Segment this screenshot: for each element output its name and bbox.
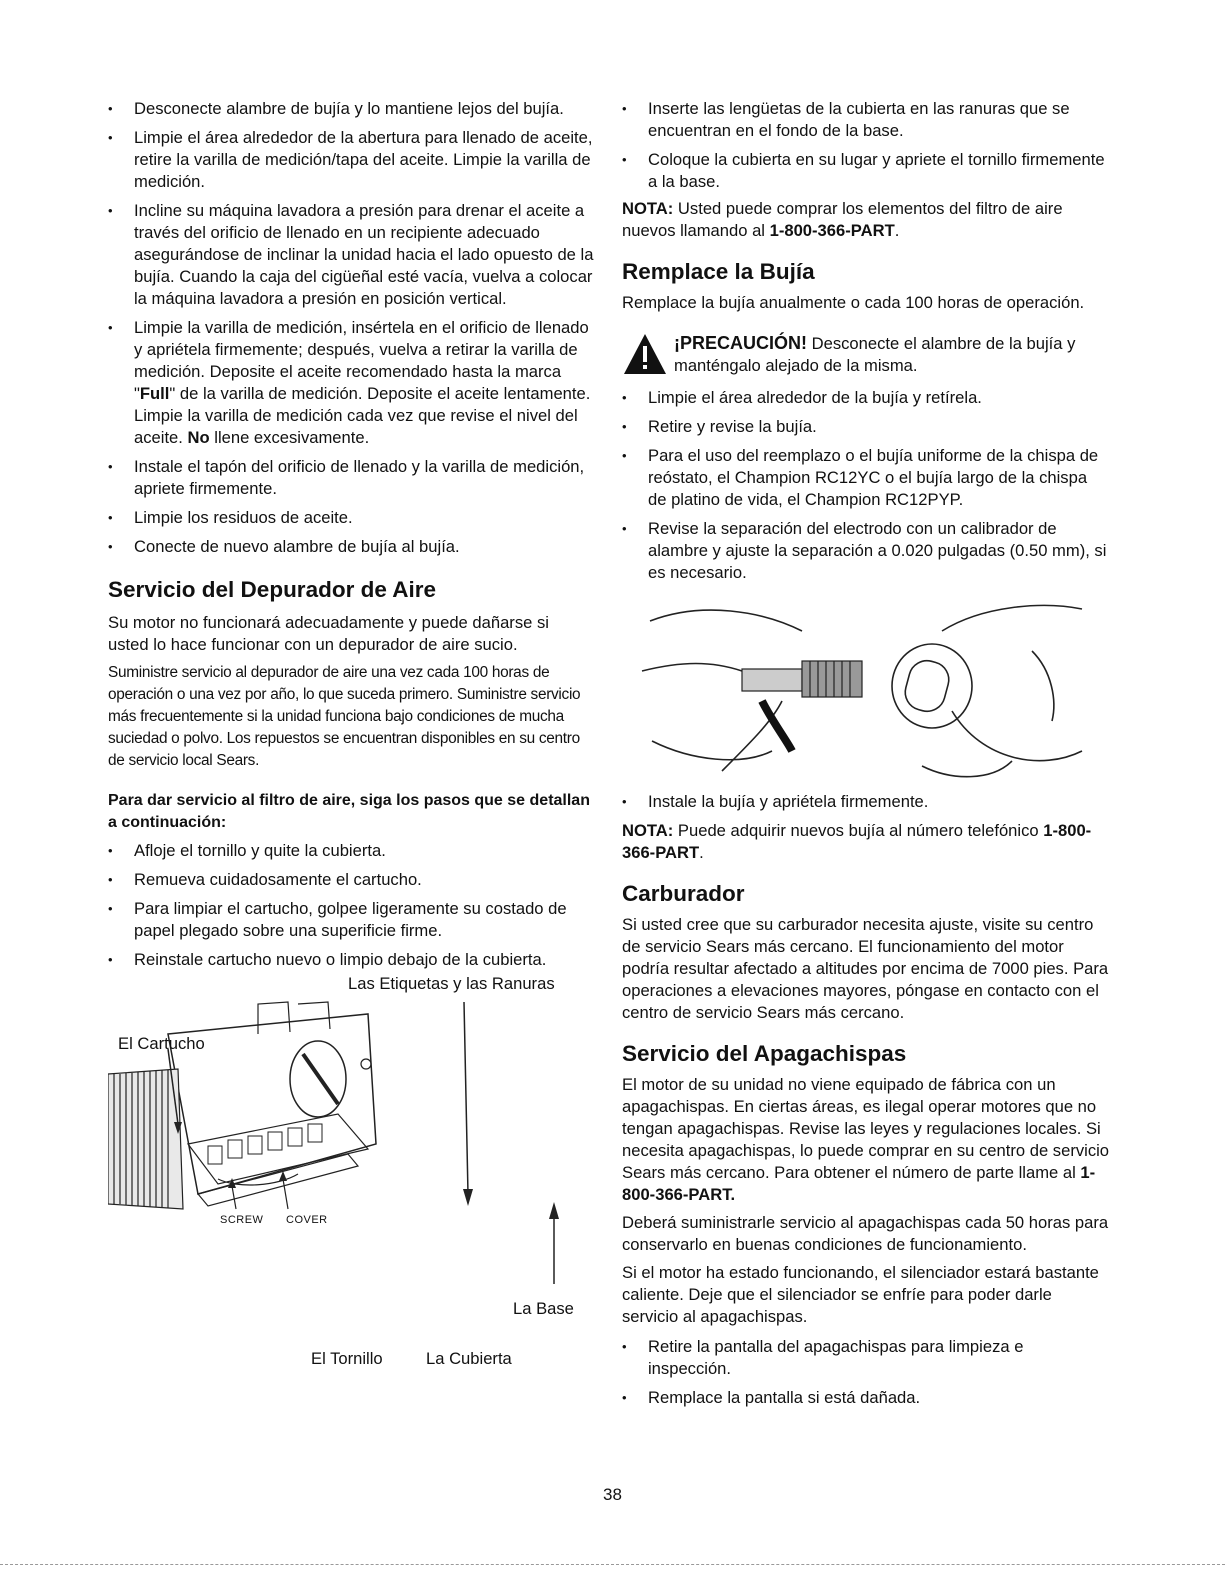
spark-plug-heading: Remplace la Bujía: [622, 259, 815, 284]
carburetor-heading: Carburador: [622, 881, 745, 906]
spark-plug-steps: [622, 387, 1110, 584]
list-item: • Inserte las lengüetas de la cubierta en las ranuras que se encuentran en el fondo de la base.: [622, 98, 1110, 142]
list-item: • Instale el tapón del orificio de llenado y la varilla de medición, apriete firmemente.: [108, 456, 594, 500]
cartridge-label: El Cartucho: [118, 1034, 205, 1053]
spark-arrester-text-1: [622, 1074, 1110, 1206]
list-item: • Afloje el tornillo y quite la cubierta.: [108, 840, 594, 862]
air-cleaner-figure: [108, 974, 594, 1394]
list-item: [108, 317, 594, 449]
text: " de la varilla de medición. Deposite el aceite lentamente. Limpie la varilla de medición cada vez que revise el nivel del aceite.: [134, 384, 591, 447]
list-item: • Remueva cuidadosamente el cartucho.: [108, 869, 594, 891]
air-cleaner-steps: [108, 840, 594, 971]
left-column: [108, 98, 594, 1394]
air-cleaner-service-text: Suministre servicio al depurador de aire una vez cada 100 horas de operación o una vez por año, lo que suceda primero. Suministre servicio más frecuentemente si la unidad funciona bajo condiciones de mucha suciedad o polvo. Los repuestos se encuentran disponibles en su centro de servicio local Sears.: [108, 664, 581, 769]
caution-text: [674, 332, 1110, 377]
no-emphasis: No: [187, 428, 210, 447]
list-item: • Coloque la cubierta en su lugar y apriete el tornillo firmemente a la base.: [622, 149, 1110, 193]
text: Puede adquirir nuevos bujía al número telefónico: [673, 821, 1044, 840]
list-item: • Retire la pantalla del apagachispas para limpieza e inspección.: [622, 1336, 1110, 1380]
air-cleaner-steps-heading: Para dar servicio al filtro de aire, siga los pasos que se detallan a continuación:: [108, 792, 590, 831]
phone-number: 1-800-366-PART: [622, 821, 1092, 862]
full-mark-text: Full: [139, 384, 170, 403]
note-label: NOTA:: [622, 821, 674, 840]
right-column: [622, 98, 1110, 1416]
text: El motor de su unidad no viene equipado de fábrica con un apagachispas. En ciertas áreas, es ilegal operar motores que no tengan apagachispas. Revise las leyes y regulaciones locales. Si necesita apagachispas, lo puede comprar en su centro de servicio Sears más cercano. Para obtener el número de parte llame al: [622, 1075, 1110, 1182]
list-item: • Limpie el área alrededor de la bujía y retírela.: [622, 387, 1110, 409]
list-item: • Para el uso del reemplazo o el bujía uniforme de la chispa de reóstato, el Champion RC12YC o el bujía largo de la chispa de platino de vida, el Champion RC12PYP.: [622, 445, 1110, 511]
screw-label: El Tornillo: [311, 1349, 383, 1368]
oil-change-steps: [108, 98, 594, 558]
list-item: • Revise la separación del electrodo con un calibrador de alambre y ajuste la separación a 0.020 pulgadas (0.50 mm), si es necesario.: [622, 518, 1110, 584]
spark-arrester-text-2: Deberá suministrarle servicio al apagachispas cada 50 horas para conservarlo en buenas condiciones de funcionamiento.: [622, 1213, 1109, 1254]
note-label: NOTA:: [622, 199, 674, 218]
tabs-slots-label: Las Etiquetas y las Ranuras: [348, 974, 555, 993]
page-number: 38: [603, 1485, 622, 1504]
list-item: • Incline su máquina lavadora a presión para drenar el aceite a través del orificio de llenado en un recipiente adecuado asegurándose de inclinar la unidad hacia el lado opuesto de la bujía. Cuando la caja del cigüeñal esté vacía, vuelva a colocar la máquina lavadora a presión en posición vertical.: [108, 200, 594, 310]
list-item: • Limpie el área alrededor de la abertura para llenado de aceite, retire la varilla de medición/tapa del aceite. Limpie la varilla de medición.: [108, 127, 594, 193]
text: .: [699, 843, 704, 862]
spark-plug-gap-figure: [622, 591, 1110, 791]
base-label: La Base: [513, 1299, 574, 1318]
list-item: • Instale la bujía y apriétela firmemente.: [622, 791, 1110, 813]
spark-arrester-heading: Servicio del Apagachispas: [622, 1041, 907, 1066]
note-spark-plug: [622, 820, 1110, 864]
spark-plug-intro: Remplace la bujía anualmente o cada 100 horas de operación.: [622, 293, 1085, 312]
text: Desconecte el alambre de la bujía y manténgalo alejado de la misma.: [674, 334, 1076, 375]
text: Usted puede comprar los elementos del filtro de aire nuevos llamando al: [622, 199, 1063, 240]
air-cleaner-heading: Servicio del Depurador de Aire: [108, 577, 437, 602]
cover-small-label: COVER: [286, 1214, 328, 1226]
warning-triangle-icon: [622, 332, 668, 376]
list-item: • Reinstale cartucho nuevo o limpio debajo de la cubierta.: [108, 949, 594, 971]
note-air-filter: [622, 198, 1110, 242]
text: .: [894, 221, 900, 240]
spark-plug-gap-illustration: [622, 591, 1110, 791]
carburetor-text: Si usted cree que su carburador necesita ajuste, visite su centro de servicio Sears más cercano. El funcionamiento del motor podría resultar afectado a altitudes por encima de 7000 pies. Para operaciones a elevaciones mayores, póngase en contacto con el centro de servicio Sears más cercano.: [622, 915, 1109, 1022]
caution-heading: ¡PRECAUCIÓN!: [674, 333, 807, 353]
footer-divider: [0, 1564, 1225, 1565]
list-item: • Remplace la pantalla si está dañada.: [622, 1387, 1110, 1409]
spark-arrester-steps: [622, 1336, 1110, 1409]
screw-small-label: SCREW: [220, 1214, 264, 1226]
spark-plug-install: [622, 791, 1110, 813]
phone-number: 1-800-366-PART.: [622, 1163, 1096, 1204]
text: llene excesivamente.: [209, 428, 370, 447]
list-item: • Para limpiar el cartucho, golpee ligeramente su costado de papel plegado sobre una superificie firme.: [108, 898, 594, 942]
air-cleaner-intro: Su motor no funcionará adecuadamente y puede dañarse si usted lo hace funcionar con un depurador de aire sucio.: [108, 613, 549, 654]
phone-number: 1-800-366-PART: [769, 221, 895, 240]
list-item: • Conecte de nuevo alambre de bujía al bujía.: [108, 536, 594, 558]
caution-block: [622, 332, 1110, 377]
list-item: • Limpie los residuos de aceite.: [108, 507, 594, 529]
list-item: • Desconecte alambre de bujía y lo mantiene lejos del bujía.: [108, 98, 594, 120]
cover-label: La Cubierta: [426, 1349, 512, 1368]
text: Limpie la varilla de medición, insértela en el orificio de llenado y apriétela firmemente; después, vuelva a retirar la varilla de medición. Deposite el aceite recomendado hasta la marca ": [134, 318, 589, 403]
list-item: • Retire y revise la bujía.: [622, 416, 1110, 438]
spark-arrester-text-3: Si el motor ha estado funcionando, el silenciador estará bastante caliente. Deje que el silenciador se enfríe para poder darle servicio al apagachispas.: [622, 1263, 1099, 1326]
cover-install-steps: [622, 98, 1110, 193]
